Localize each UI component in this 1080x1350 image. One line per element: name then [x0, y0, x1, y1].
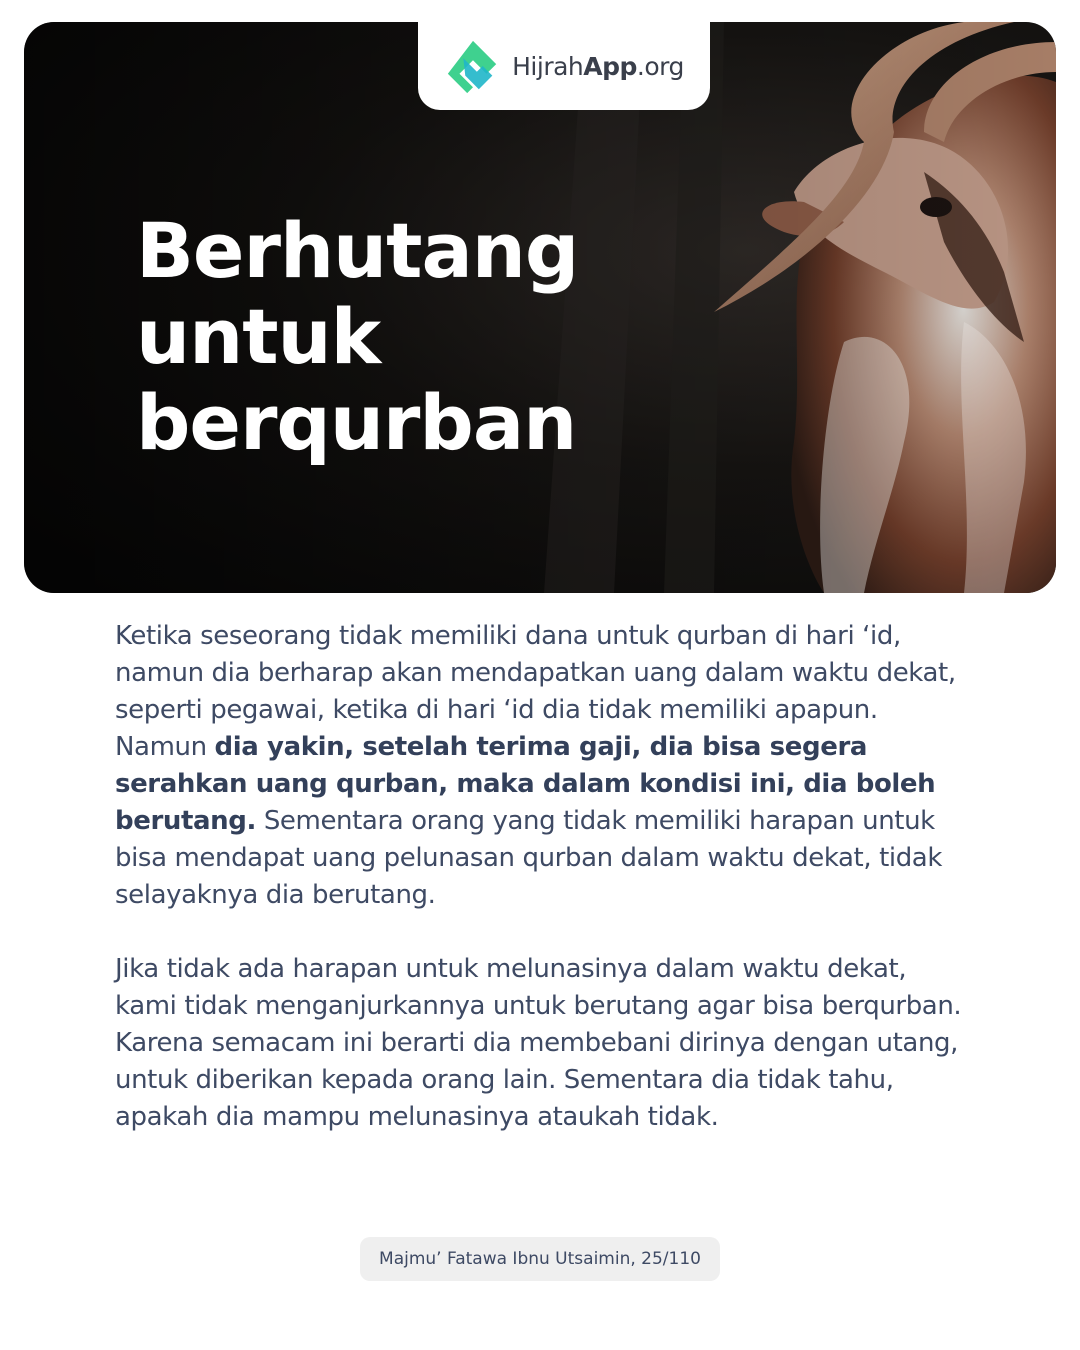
brand-name-regular: Hijrah [512, 51, 584, 81]
paragraph-1-intro: Ketika seseorang tidak memiliki dana untuk qurban di hari ‘id, namun dia berharap akan mendapatkan uang dalam waktu dekat, seperti pegawai, ketika di hari ‘id dia tidak memiliki apapun. Namun [115, 621, 956, 762]
paragraph-1 [115, 618, 965, 914]
brand-name-bold: App [583, 51, 637, 81]
brand-name [512, 52, 684, 81]
brand-name-suffix: .org [636, 51, 684, 81]
title-line-2: untuk [136, 292, 381, 381]
paragraph-2: Jika tidak ada harapan untuk melunasinya dalam waktu dekat, kami tidak menganjurkannya untuk berutang agar bisa berqurban. Karena semacam ini berarti dia membebani dirinya dengan utang, untuk diberikan kepada orang lain. Sementara dia tidak tahu, apakah dia mampu melunasinya ataukah tidak. [115, 954, 962, 1132]
page-title [136, 208, 656, 466]
hero-banner [24, 22, 1056, 593]
source-badge: Majmu’ Fatawa Ibnu Utsaimin, 25/110 [360, 1237, 720, 1281]
title-line-3: berqurban [136, 378, 577, 467]
article-body [115, 618, 965, 1136]
paragraph-1-outro: Sementara orang yang tidak memiliki harapan untuk bisa mendapat uang pelunasan qurban dalam waktu dekat, tidak selayaknya dia berutang. [115, 806, 942, 910]
logo-tab[interactable] [418, 22, 710, 110]
paragraph-1-emphasis: dia yakin, setelah terima gaji, dia bisa segera serahkan uang qurban, maka dalam kondisi ini, dia boleh berutang. [115, 732, 936, 836]
title-line-1: Berhutang [136, 206, 579, 295]
hijrahapp-logo-icon [444, 37, 502, 95]
